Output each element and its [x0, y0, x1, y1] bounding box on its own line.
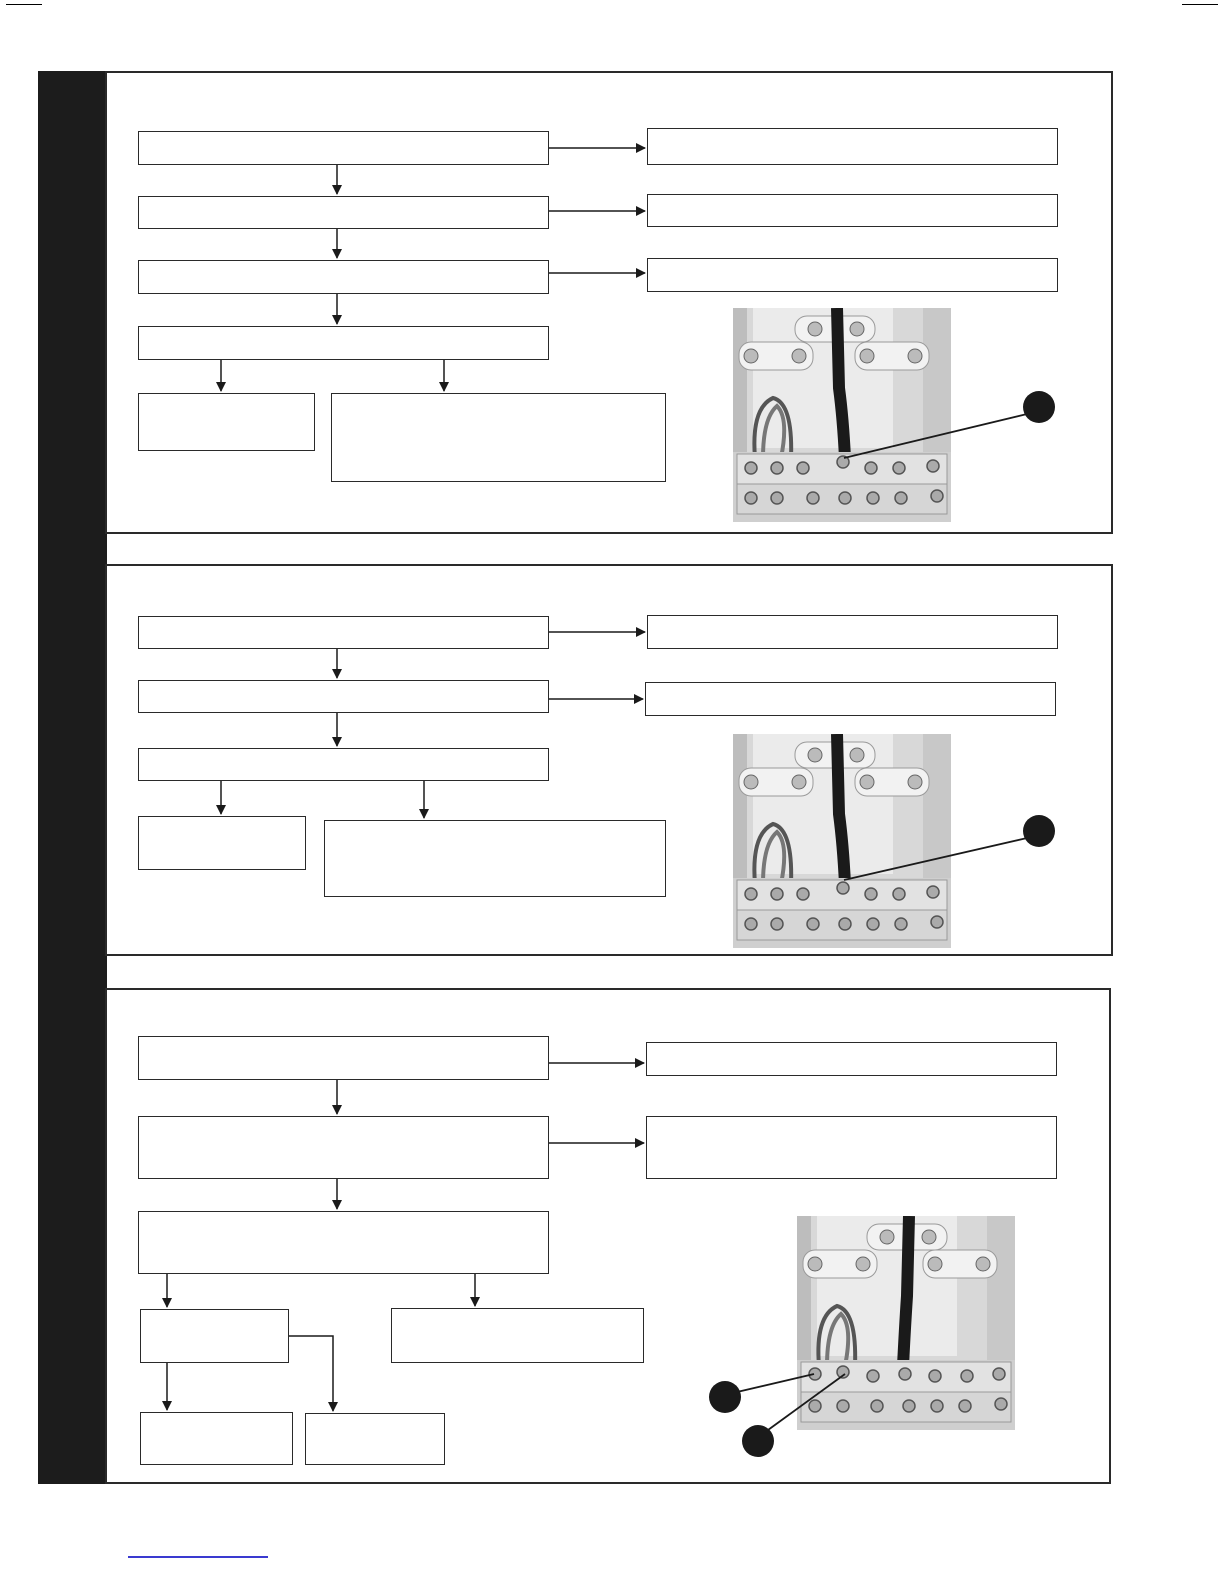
callout-leader [844, 414, 1027, 458]
callout-leader [844, 838, 1027, 880]
callout-leader [737, 1374, 814, 1392]
arrow-down-icon [289, 1336, 333, 1411]
footer-link[interactable] [128, 1556, 268, 1558]
